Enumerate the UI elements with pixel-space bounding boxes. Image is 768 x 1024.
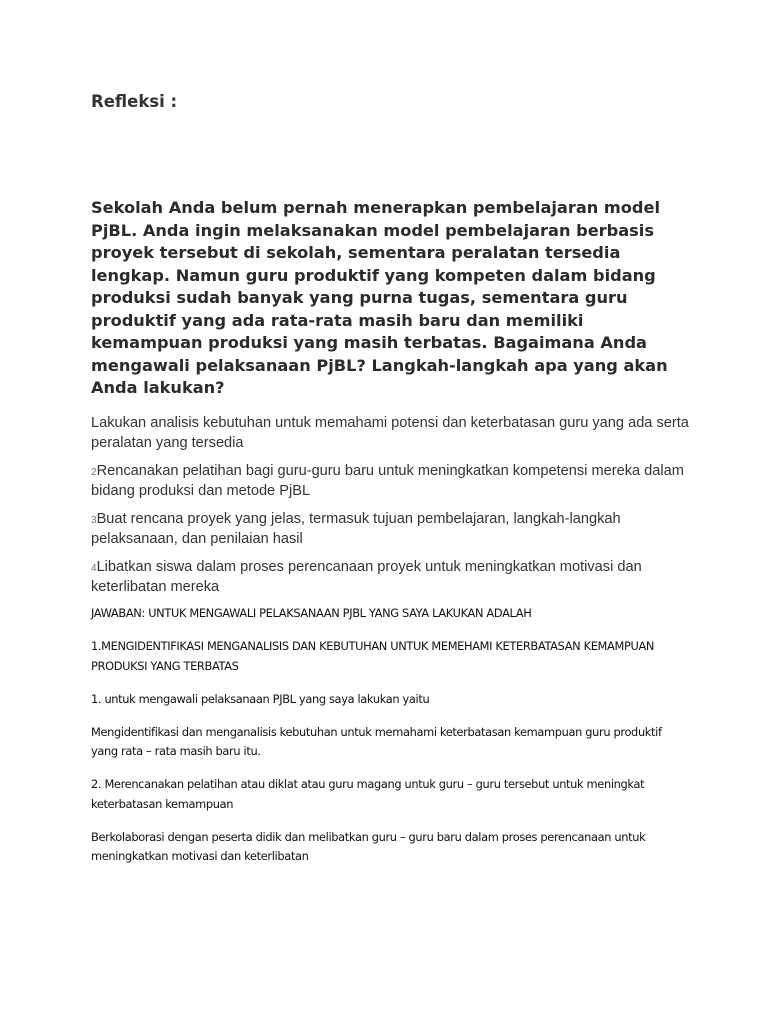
step-number: 3 — [91, 515, 97, 526]
answer-title: JAWABAN: UNTUK MENGAWALI PELAKSANAAN PJBL YANG SAYA LAKUKAN ADALAH — [91, 606, 532, 620]
step-item — [91, 462, 691, 501]
answer-paragraph: 2. Merencanakan pelatihan atau diklat atau guru magang untuk guru – guru tersebut untuk meningkat keterbatasan kemampuan — [91, 777, 645, 811]
answer-paragraph: Mengidentifikasi dan menganalisis kebutuhan untuk memahami keterbatasan kemampuan guru produktif yang rata – rata masih baru itu. — [91, 724, 662, 758]
step-text: Rencanakan pelatihan bagi guru-guru baru untuk meningkatkan kompetensi mereka dalam bidang produksi dan metode PjBL — [91, 463, 684, 499]
step-item — [91, 414, 691, 453]
reflection-heading: Refleksi : — [91, 92, 178, 111]
step-text: Libatkan siswa dalam proses perencanaan proyek untuk meningkatkan motivasi dan keterlibatan mereka — [91, 559, 642, 595]
answer-section — [91, 604, 691, 880]
step-item — [91, 510, 691, 549]
step-item — [91, 558, 691, 597]
step-text: Buat rencana proyek yang jelas, termasuk tujuan pembelajaran, langkah-langkah pelaksanaan, dan penilaian hasil — [91, 511, 621, 547]
case-question: Sekolah Anda belum pernah menerapkan pembelajaran model PjBL. Anda ingin melaksanakan model pembelajaran berbasis proyek tersebut di sekolah, sementara peralatan tersedia lengkap. Namun guru produktif yang kompeten dalam bidang produksi sudah banyak yang purna tugas, sementara guru produktif yang ada rata-rata masih baru dan memiliki kemampuan produksi yang masih terbatas. Bagaimana Anda mengawali pelaksanaan PjBL? Langkah-langkah apa yang akan Anda lakukan? — [91, 198, 668, 397]
step-list — [91, 414, 691, 606]
answer-paragraph: 1.MENGIDENTIFIKASI MENGANALISIS DAN KEBUTUHAN UNTUK MEMEHAMI KETERBATASAN KEMAMPUAN PRODUKSI YANG TERBATAS — [91, 639, 655, 673]
step-number: 2 — [91, 467, 97, 478]
answer-paragraph: 1. untuk mengawali pelaksanaan PJBL yang saya lakukan yaitu — [91, 691, 430, 706]
answer-paragraph: Berkolaborasi dengan peserta didik dan melibatkan guru – guru baru dalam proses perencanaan untuk meningkatkan motivasi dan keterlibatan — [91, 829, 646, 863]
step-number: 4 — [91, 563, 97, 574]
step-text: Lakukan analisis kebutuhan untuk memahami potensi dan keterbatasan guru yang ada serta peralatan yang tersedia — [91, 415, 689, 451]
